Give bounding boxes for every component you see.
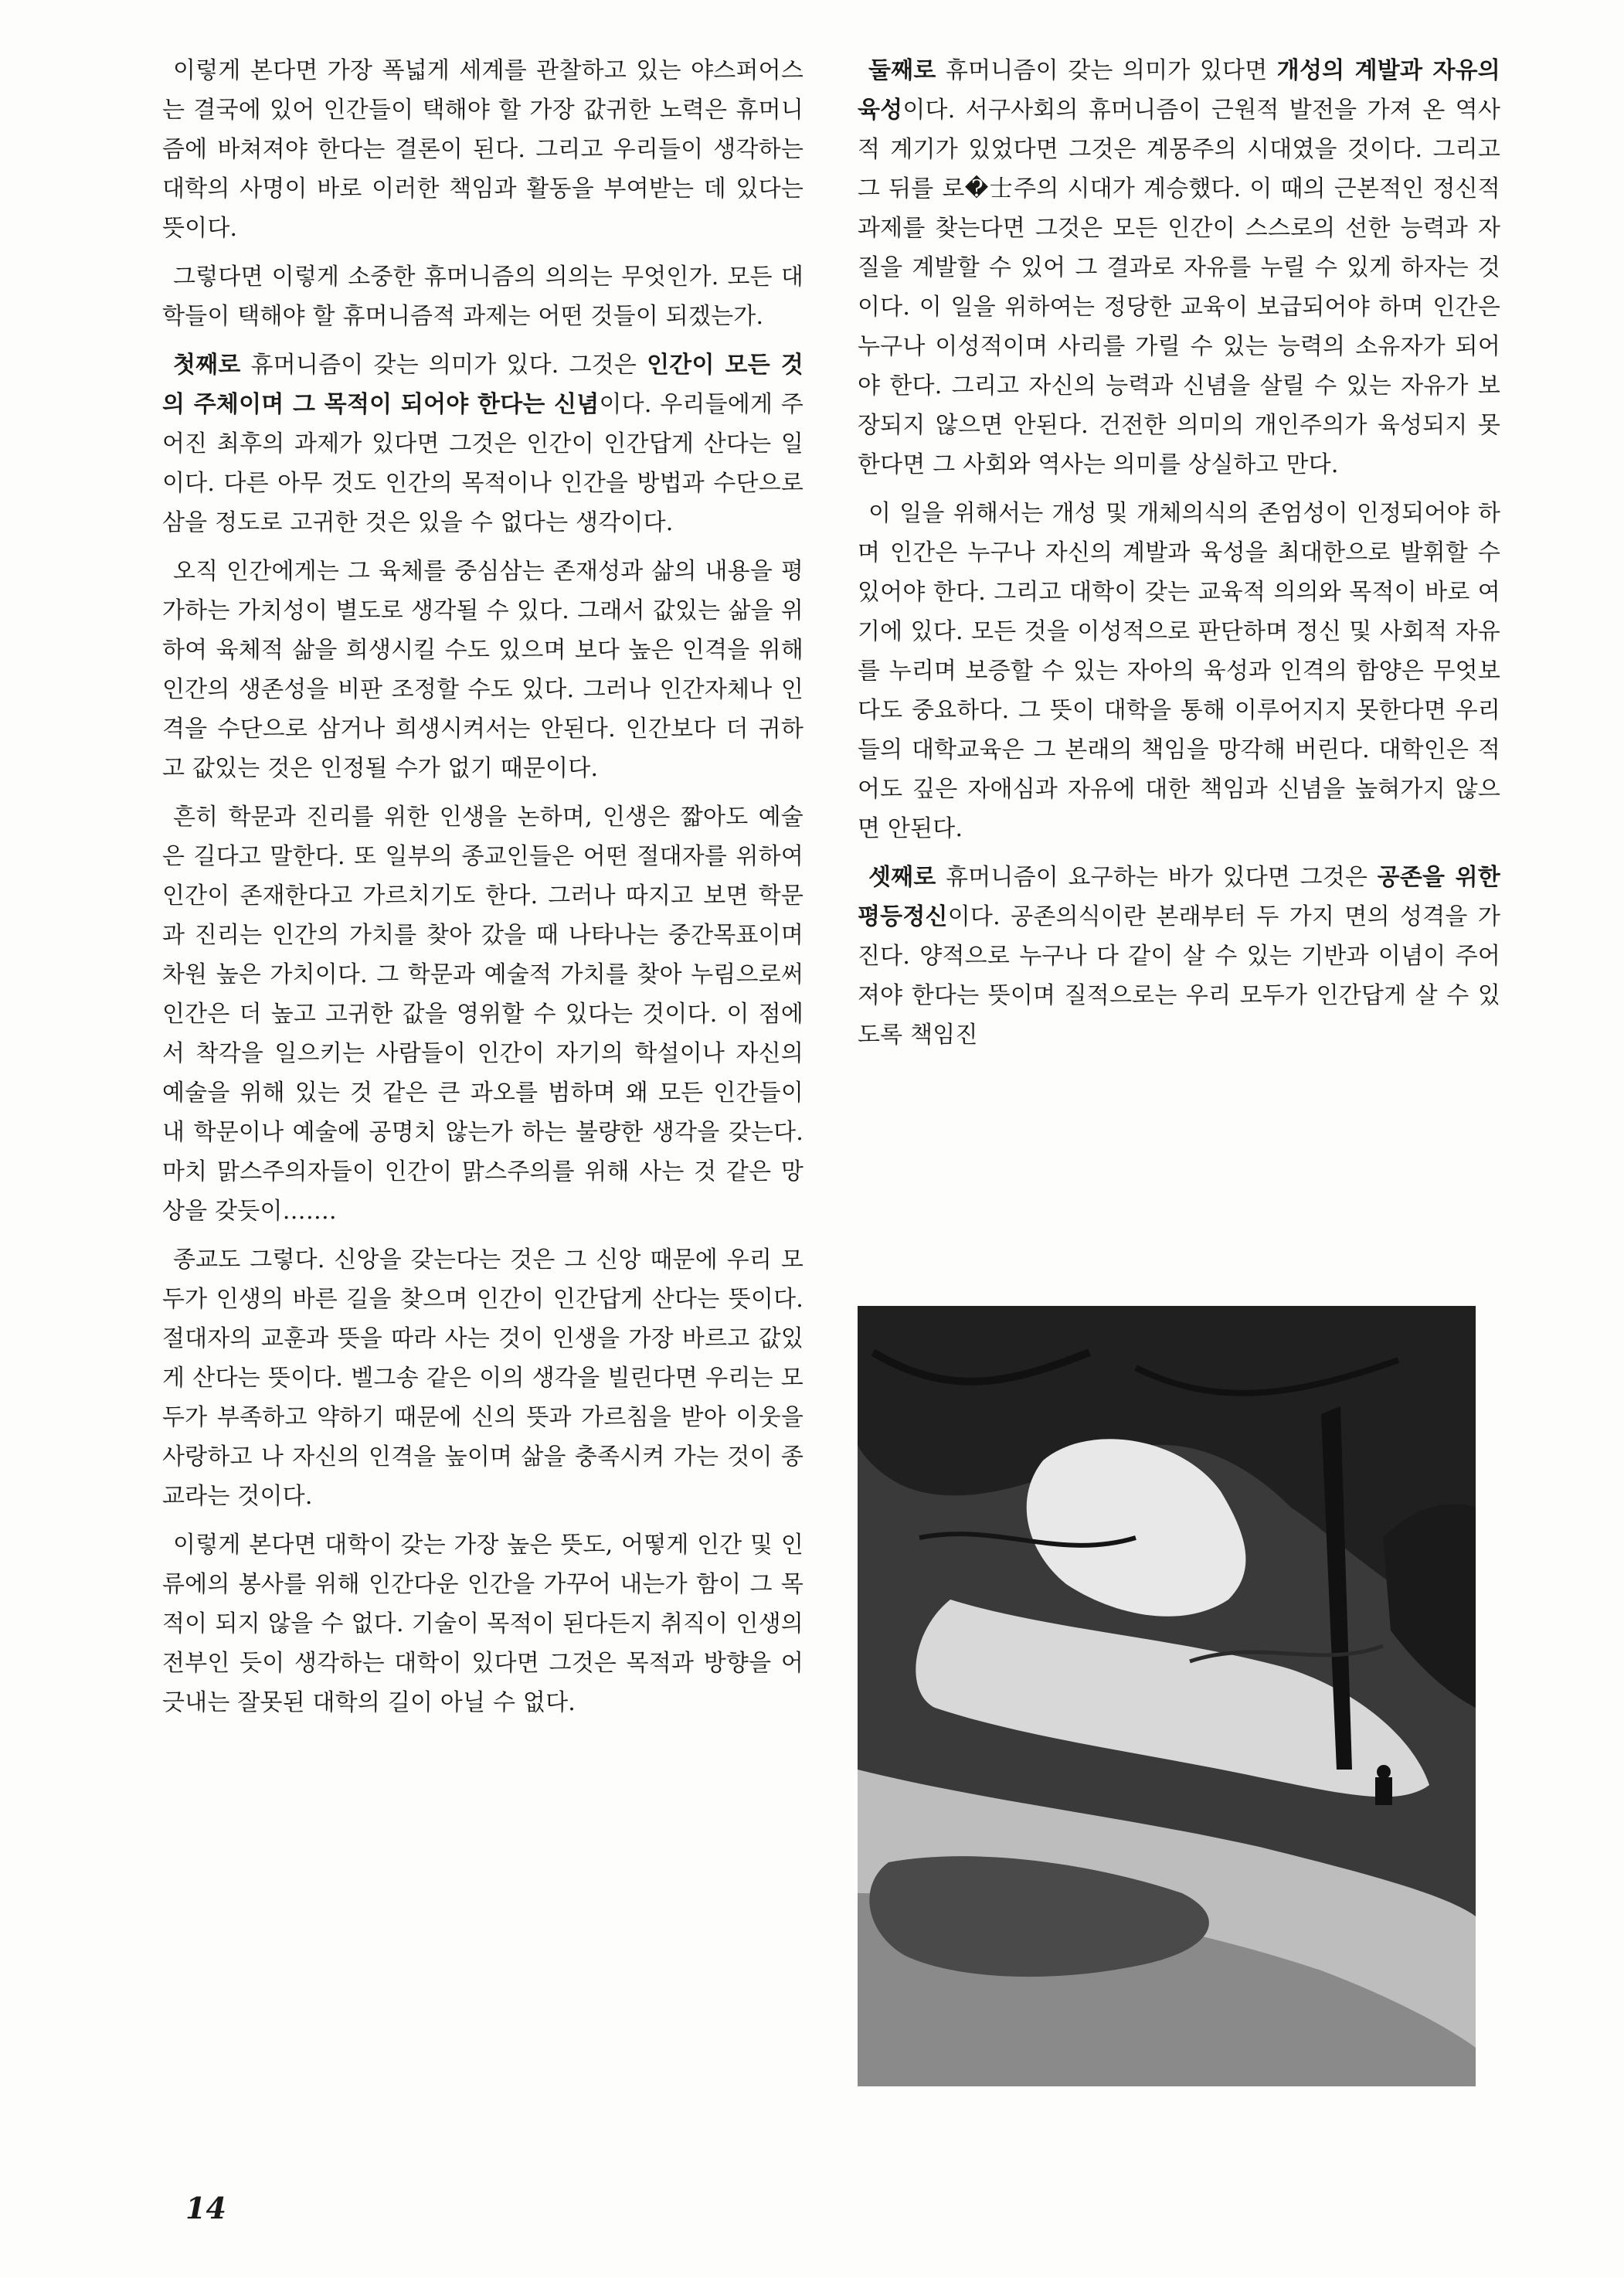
halftone-photo	[858, 1306, 1476, 2086]
paragraph-lead: 셋째로	[868, 864, 936, 891]
paragraph: 이렇게 본다면 대학이 갖는 가장 높은 뜻도, 어떻게 인간 및 인류에의 봉사를 위해 인간다운 인간을 가꾸어 내는가 함이 그 목적이 되지 않을 수 없다. 기술이 목적이 된다든지 취직이 인생의 전부인 듯이 생각하는 대학이 있다면 그것은 목적과 방향을 어긋내는 잘못된 대학의 길이 아닐 수 없다.	[162, 1532, 804, 1716]
paragraph-emphasis: 공존을 위한 평등정신	[858, 864, 1500, 930]
paragraph-text: 이다. 공존의식이란 본래부터 두 가지 면의 성격을 가진다. 양적으로 누구나 다 같이 살 수 있는 기반과 이념이 주어져야 한다는 뜻이며 질적으로는 우리 모두가 인간답게 살 수 있도록 책임진	[858, 903, 1500, 1049]
paragraph	[858, 858, 1500, 1055]
paragraph: 이렇게 본다면 가장 폭넓게 세계를 관찰하고 있는 야스퍼어스는 결국에 있어 인간들이 택해야 할 가장 값귀한 노력은 휴머니즘에 바쳐져야 한다는 결론이 된다. 그리고 우리들이 생각하는 대학의 사명이 바로 이러한 책임과 활동을 부여받는 데 있다는 뜻이다.	[162, 57, 804, 242]
paragraph: 이 일을 위해서는 개성 및 개체의식의 존엄성이 인정되어야 하며 인간은 누구나 자신의 계발과 육성을 최대한으로 발휘할 수 있어야 한다. 그리고 대학이 갖는 교육적 의의와 목적이 바로 여기에 있다. 모든 것을 이성적으로 판단하며 정신 및 사회적 자유를 누리며 보증할 수 있는 자아의 육성과 인격의 함양은 무엇보다도 중요하다. 그 뜻이 대학을 통해 이루어지지 못한다면 우리들의 대학교육은 그 본래의 책임을 망각해 버린다. 대학인은 적어도 깊은 자애심과 자유에 대한 책임과 신념을 높혀가지 않으면 안된다.	[858, 500, 1500, 842]
left-column	[162, 51, 804, 1732]
paragraph-lead: 첫째로	[173, 352, 241, 379]
paragraph-lead: 둘째로	[868, 57, 936, 84]
paragraph-emphasis: 인간이 모든 것의 주체이며 그 목적이 되어야 한다는 신념	[162, 352, 804, 418]
paragraph	[858, 51, 1500, 484]
paragraph-text: 이다. 우리들에게 주어진 최후의 과제가 있다면 그것은 인간이 인간답게 산다는 일이다. 다른 아무 것도 인간의 목적이나 인간을 방법과 수단으로 삼을 정도로 고귀한 것은 있을 수 없다는 생각이다.	[162, 391, 804, 536]
page-number: 14	[185, 2191, 226, 2225]
paragraph: 흔히 학문과 진리를 위한 인생을 논하며, 인생은 짧아도 예술은 길다고 말한다. 또 일부의 종교인들은 어떤 절대자를 위하여 인간이 존재한다고 가르치기도 한다. 그러나 따지고 보면 학문과 진리는 인간의 가치를 찾아 갔을 때 나타나는 중간목표이며 차원 높은 가치이다. 그 학문과 예술적 가치를 찾아 누림으로써 인간은 더 높고 고귀한 값을 영위할 수 있다는 것이다. 이 점에서 착각을 일으키는 사람들이 인간이 자기의 학설이나 자신의 예술을 위해 있는 것 같은 큰 과오를 범하며 왜 모든 인간들이 내 학문이나 예술에 공명치 않는가 하는 불량한 생각을 갖는다. 마치 맑스주의자들이 인간이 맑스주의를 위해 사는 것 같은 망상을 갖듯이…….	[162, 804, 804, 1225]
paragraph	[162, 345, 804, 542]
paragraph-text: 휴머니즘이 갖는 의미가 있다. 그것은	[240, 352, 647, 379]
paragraph-emphasis: 개성의 계발과 자유의 육성	[858, 57, 1500, 124]
paragraph-text: 이다. 서구사회의 휴머니즘이 근원적 발전을 가져 온 역사적 계기가 있었다면 그것은 계몽주의 시대였을 것이다. 그리고 그 뒤를 로�士주의 시대가 계승했다. 이 때의 근본적인 정신적 과제를 찾는다면 그것은 모든 인간이 스스로의 선한 능력과 자질을 계발할 수 있어 그 결과로 자유를 누릴 수 있게 하자는 것이다. 이 일을 위하여는 정당한 교육이 보급되어야 하며 인간은 누구나 이성적이며 사리를 가릴 수 있는 능력의 소유자가 되어야 한다. 그리고 자신의 능력과 신념을 살릴 수 있는 자유가 보장되지 않으면 안된다. 건전한 의미의 개인주의가 육성되지 못한다면 그 사회와 역사는 의미를 상실하고 만다.	[858, 97, 1500, 478]
paragraph: 종교도 그렇다. 신앙을 갖는다는 것은 그 신앙 때문에 우리 모두가 인생의 바른 길을 찾으며 인간이 인간답게 산다는 뜻이다. 절대자의 교훈과 뜻을 따라 사는 것이 인생을 가장 바르고 값있게 산다는 뜻이다. 벨그송 같은 이의 생각을 빌린다면 우리는 모두가 부족하고 약하기 때문에 신의 뜻과 가르침을 받아 이웃을 사랑하고 나 자신의 인격을 높이며 삶을 충족시켜 가는 것이 종교라는 것이다.	[162, 1246, 804, 1510]
paragraph: 오직 인간에게는 그 육체를 중심삼는 존재성과 삶의 내용을 평가하는 가치성이 별도로 생각될 수 있다. 그래서 값있는 삶을 위하여 육체적 삶을 희생시킬 수도 있으며 보다 높은 인격을 위해 인간의 생존성을 비판 조정할 수도 있다. 그러나 인간자체나 인격을 수단으로 삼거나 희생시켜서는 안된다. 인간보다 더 귀하고 값있는 것은 인정될 수가 없기 때문이다.	[162, 558, 804, 782]
paragraph: 그렇다면 이렇게 소중한 휴머니즘의 의의는 무엇인가. 모든 대학들이 택해야 할 휴머니즘적 과제는 어떤 것들이 되겠는가.	[162, 264, 804, 330]
paragraph-text: 휴머니즘이 갖는 의미가 있다면	[936, 57, 1277, 84]
paragraph-text: 휴머니즘이 요구하는 바가 있다면 그것은	[936, 864, 1378, 891]
right-column	[858, 51, 1500, 1064]
photo-illustration	[858, 1306, 1476, 2086]
